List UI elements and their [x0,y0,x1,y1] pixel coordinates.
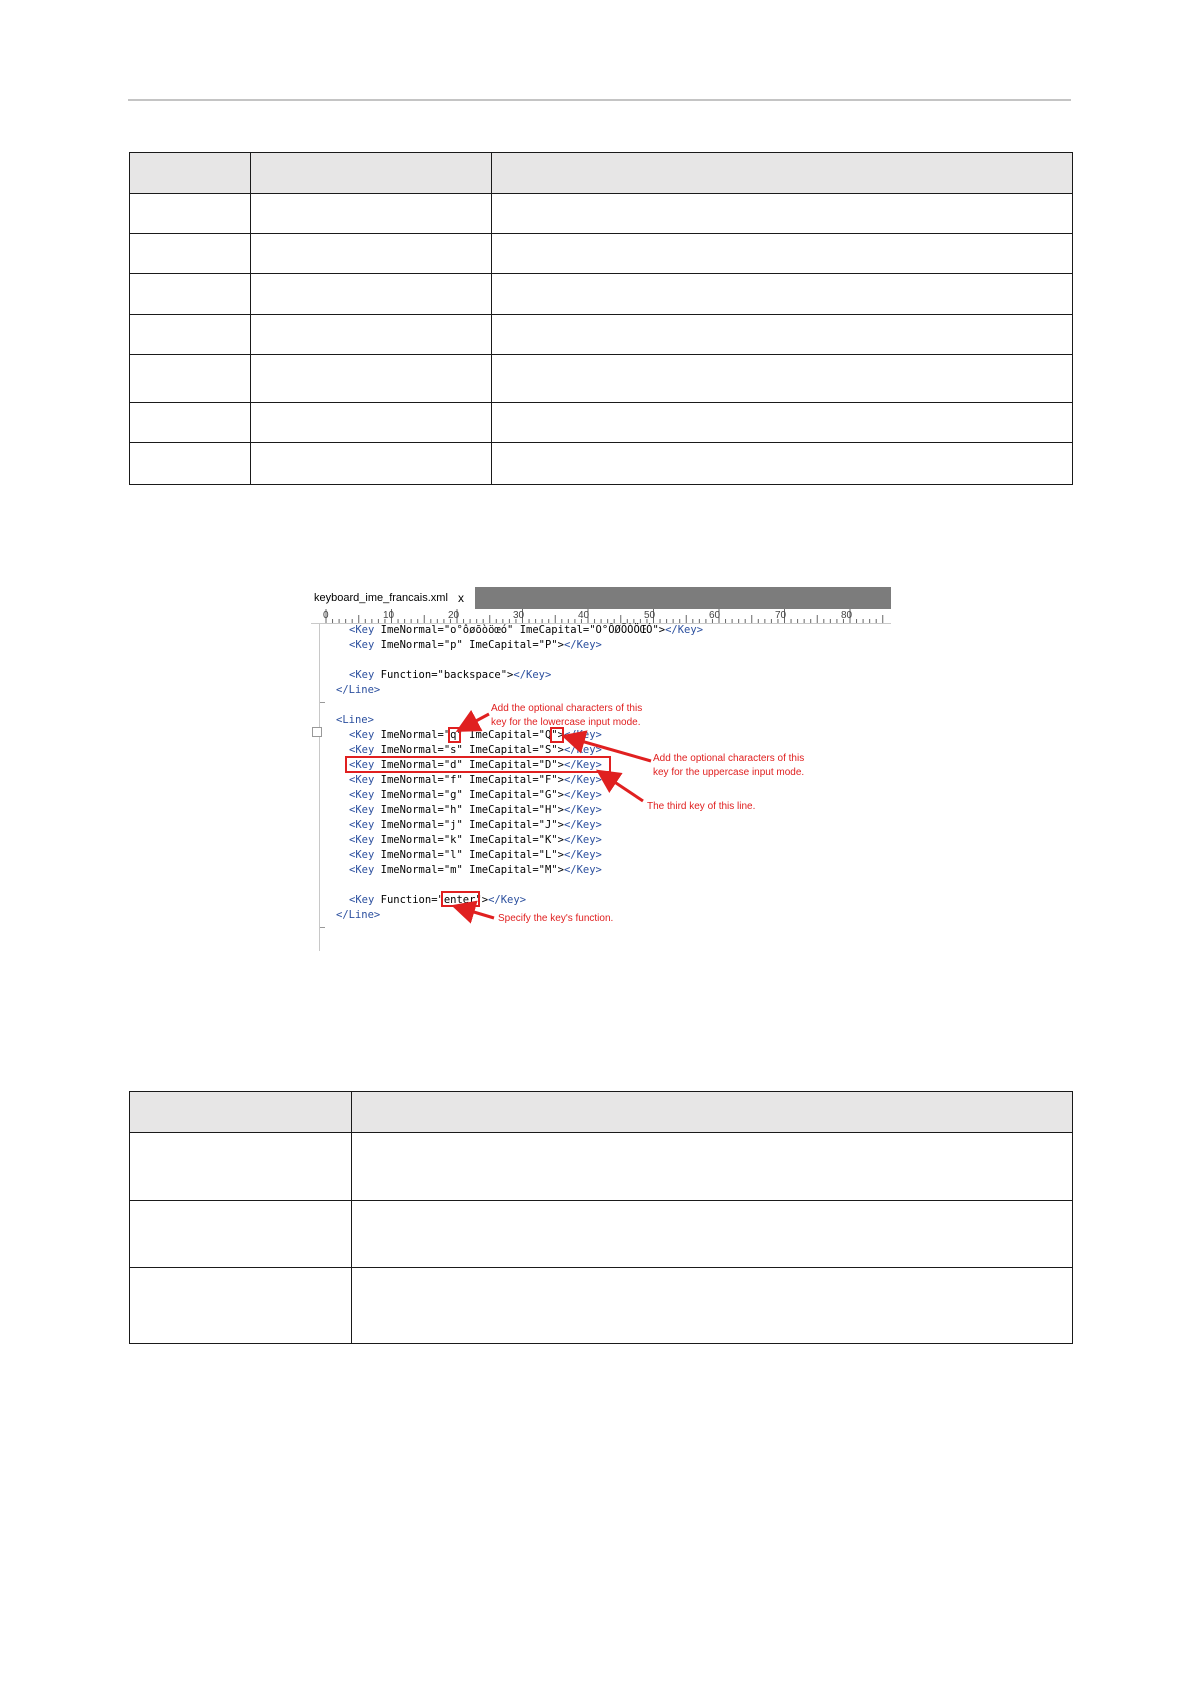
arrow-function [457,907,494,918]
highlight-box-third-key [346,757,610,772]
code-line: <Key Function="enter"></Key> [349,894,527,906]
code-line: </Line> [336,684,381,696]
ruler-label: 80 [841,610,853,621]
code-line: <Key ImeNormal="l" ImeCapital="L"></Key> [349,849,602,861]
parameter-table-bottom [129,1091,1073,1344]
parameter-table-top [129,152,1073,485]
code-line: <Key ImeNormal="k" ImeCapital="K"></Key> [349,834,602,846]
table-row [130,194,1073,234]
arrow-lowercase [461,714,489,729]
table-row [130,1268,1073,1344]
code-line: <Key ImeNormal="p" ImeCapital="P"></Key> [349,639,602,651]
annotation-line: Add the optional characters of this [653,753,805,764]
table-row [130,1133,1073,1201]
highlight-box-Q [551,728,563,742]
annotation-line: key for the uppercase input mode. [653,767,805,778]
arrow-third-key [601,773,643,801]
ruler-label: 50 [644,610,656,621]
annotation-line: key for the lowercase input mode. [491,717,641,728]
table-row [130,355,1073,403]
annotation-overlay [311,587,891,951]
ruler-label: 10 [383,610,395,621]
code-line: <Key Function="backspace"></Key> [349,669,552,681]
code-line: </Line> [336,909,381,921]
ruler-label: 20 [448,610,460,621]
table-header-row [130,1092,1073,1133]
ruler-label: 0 [323,610,329,621]
code-line: <Key ImeNormal="d" ImeCapital="D"></Key> [349,759,602,771]
editor-tab-title: keyboard_ime_francais.xml [314,592,448,604]
code-line: <Key ImeNormal="s" ImeCapital="S"></Key> [349,744,602,756]
code-line: <Key ImeNormal="g" ImeCapital="G"></Key> [349,789,602,801]
table-row [130,443,1073,485]
code-line: <Key ImeNormal="m" ImeCapital="M"></Key> [349,864,602,876]
ruler-label: 30 [513,610,525,621]
ruler-label: 40 [578,610,590,621]
code-line: <Key ImeNormal="h" ImeCapital="H"></Key> [349,804,602,816]
close-icon[interactable]: x [458,591,464,605]
table-row [130,315,1073,355]
table-row [130,234,1073,274]
code-line: <Key ImeNormal="f" ImeCapital="F"></Key> [349,774,602,786]
annotation-function: Specify the key's function. [498,913,614,924]
annotation-third-key: The third key of this line. [647,801,756,812]
code-line: <Key ImeNormal="j" ImeCapital="J"></Key> [349,819,602,831]
header-rule [128,99,1071,101]
highlight-box-q [449,728,460,742]
ruler-label: 70 [775,610,787,621]
xml-editor-screenshot [311,587,891,951]
annotation-line: Add the optional characters of this [491,703,643,714]
table-header-row [130,153,1073,194]
highlight-box-enter [442,892,479,906]
table-row [130,274,1073,315]
code-line: <Line> [336,714,374,726]
code-line: <Key ImeNormal="q" ImeCapital="Q"></Key> [349,729,602,741]
ruler-label: 60 [709,610,721,621]
table-row [130,403,1073,443]
code-line: <Key ImeNormal="o°ôøõòöœó" ImeCapital="O°ÔØÕÒÖŒÓ"></Key> [349,624,704,636]
table-row [130,1201,1073,1268]
